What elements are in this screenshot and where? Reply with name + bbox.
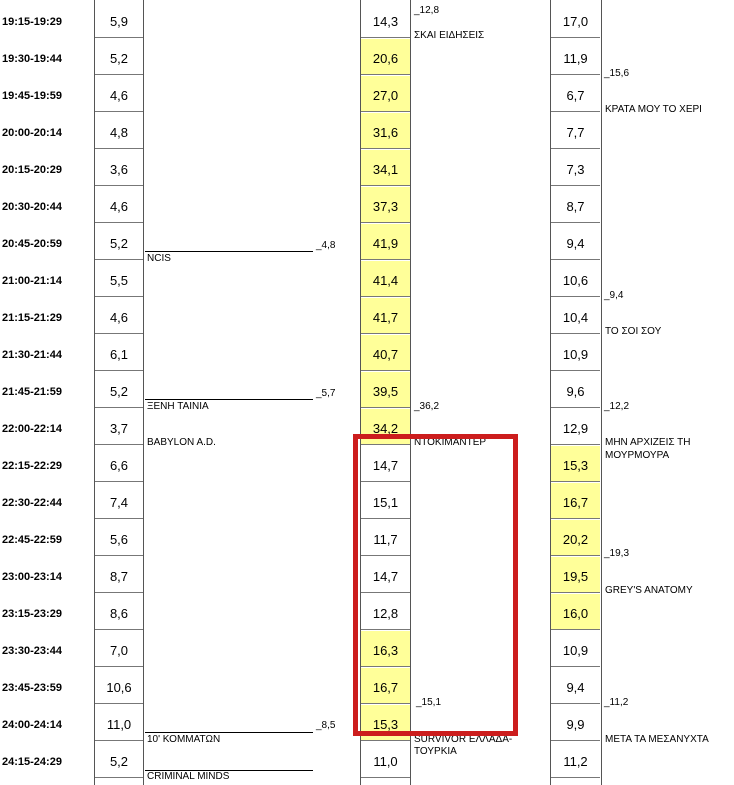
rating-value: 5,2 [109,754,129,769]
rating-note: _11,2 [604,697,629,708]
time-slot-label: 21:00-21:14 [2,275,62,287]
column-divider [143,0,144,785]
rating-value: 7,0 [109,643,129,658]
time-slot-label: 23:30-23:44 [2,645,62,657]
program-label: ΜΕΤΑ ΤΑ ΜΕΣΑΝΥΧΤΑ [605,734,709,745]
time-slot-label: 23:00-23:14 [2,571,62,583]
program-label: NCIS [147,253,171,264]
program-label: CRIMINAL MINDS [147,771,230,782]
rating-note: _12,2 [604,401,630,412]
rating-value: 15,3 [372,717,399,732]
time-slot-label: 22:15-22:29 [2,460,62,472]
rating-note: _36,2 [414,401,440,412]
rating-value: 19,5 [562,569,589,584]
rating-value: 15,1 [372,495,399,510]
rating-value: 10,9 [562,347,589,362]
program-label: ΤΟ ΣΟΙ ΣΟΥ [605,326,662,337]
time-slot-label: 19:15-19:29 [2,16,62,28]
rating-value: 27,0 [372,88,399,103]
program-label: SURVIVOR ΕΛΛΑΔΑ- [414,734,513,745]
rating-value: 20,2 [562,532,589,547]
rating-value: 3,6 [109,162,129,177]
rating-value: 10,4 [562,310,589,325]
rating-note: _8,5 [316,720,336,731]
rating-note: _12,8 [414,5,440,16]
rating-value: 41,7 [372,310,399,325]
rating-value: 31,6 [372,125,399,140]
rating-value: 9,4 [566,680,585,695]
program-label: BABYLON A.D. [147,437,216,448]
program-label: 10' ΚΟΜΜΑΤΩΝ [147,734,221,745]
rating-value: 11,7 [373,532,398,547]
rating-note: _15,6 [604,68,630,79]
program-divider [145,399,313,400]
rating-note: _5,7 [316,388,336,399]
rating-value: 12,9 [562,421,589,436]
column-divider [601,0,602,785]
rating-value: 37,3 [372,199,399,214]
time-slot-label: 20:00-20:14 [2,127,62,139]
time-slot-label: 22:30-22:44 [2,497,62,509]
time-slot-label: 20:30-20:44 [2,201,62,213]
rating-value: 5,6 [109,532,129,547]
time-slot-label: 20:45-20:59 [2,238,62,250]
rating-value: 4,8 [109,125,129,140]
time-slot-label: 19:30-19:44 [2,53,62,65]
rating-value: 16,7 [372,680,399,695]
rating-value: 8,7 [109,569,129,584]
time-slot-label: 21:45-21:59 [2,386,62,398]
program-label: ΝΤΟΚΙΜΑΝΤΕΡ [414,437,487,448]
rating-value: 41,9 [372,236,399,251]
rating-value: 6,6 [109,458,129,473]
program-label: ΚΡΑΤΑ ΜΟΥ ΤΟ ΧΕΡΙ [605,104,702,115]
rating-value: 3,7 [109,421,129,436]
time-slot-label: 19:45-19:59 [2,90,62,102]
program-divider [145,732,313,733]
rating-value: 41,4 [372,273,399,288]
rating-value: 14,7 [372,569,399,584]
rating-value: 10,6 [562,273,589,288]
time-slot-label: 23:15-23:29 [2,608,62,620]
highlight-frame [353,434,518,736]
program-label: GREY'S ANATOMY [605,585,693,596]
rating-value: 6,7 [566,88,585,103]
rating-value: 8,6 [109,606,129,621]
rating-value: 4,6 [109,88,129,103]
rating-value: 9,6 [566,384,585,399]
rating-value: 39,5 [372,384,399,399]
rating-value: 4,6 [109,199,129,214]
rating-value: 10,6 [106,680,132,695]
rating-note: _19,3 [604,548,630,559]
time-slot-label: 20:15-20:29 [2,164,62,176]
time-slot-label: 23:45-23:59 [2,682,62,694]
rating-value: 9,9 [566,717,585,732]
rating-value: 11,0 [373,754,398,769]
program-divider [145,251,313,252]
rating-value: 16,7 [562,495,589,510]
rating-value: 7,3 [566,162,585,177]
rating-value: 5,2 [109,51,129,66]
rating-note: _15,1 [416,697,442,708]
rating-value: 5,2 [109,384,129,399]
rating-value: 5,2 [109,236,129,251]
rating-value: 11,9 [563,51,588,66]
program-label: ΤΟΥΡΚΙΑ [414,746,457,757]
rating-value: 16,0 [562,606,589,621]
rating-value: 8,7 [566,199,585,214]
rating-value: 11,2 [563,754,588,769]
time-slot-label: 21:15-21:29 [2,312,62,324]
rating-value: 6,1 [109,347,129,362]
program-label: ΞΕΝΗ ΤΑΙΝΙΑ [147,401,209,412]
rating-value: 20,6 [372,51,399,66]
rating-value: 11,0 [106,717,132,732]
rating-value: 34,2 [372,421,399,436]
rating-value: 14,7 [372,458,399,473]
rating-value: 12,8 [372,606,399,621]
time-slot-label: 24:15-24:29 [2,756,62,768]
time-slot-label: 21:30-21:44 [2,349,62,361]
rating-value: 9,4 [566,236,585,251]
rating-value: 4,6 [109,310,129,325]
time-slot-label: 22:00-22:14 [2,423,62,435]
rating-value: 10,9 [562,643,589,658]
rating-value: 7,7 [566,125,585,140]
program-label: ΜΗΝ ΑΡΧΙΖΕΙΣ ΤΗ [605,437,691,448]
time-slot-label: 24:00-24:14 [2,719,62,731]
program-label: ΣΚΑΙ ΕΙΔΗΣΕΙΣ [414,30,485,41]
rating-value: 17,0 [562,14,589,29]
rating-value: 16,3 [372,643,399,658]
rating-note: _9,4 [604,290,624,301]
rating-value: 5,9 [109,14,129,29]
rating-value: 40,7 [372,347,399,362]
rating-value: 34,1 [372,162,399,177]
time-slot-label: 22:45-22:59 [2,534,62,546]
rating-value: 7,4 [109,495,129,510]
program-label: ΜΟΥΡΜΟΥΡΑ [605,450,670,461]
rating-value: 15,3 [562,458,589,473]
rating-value: 14,3 [372,14,399,29]
rating-note: _4,8 [316,240,336,251]
rating-value: 5,5 [109,273,129,288]
